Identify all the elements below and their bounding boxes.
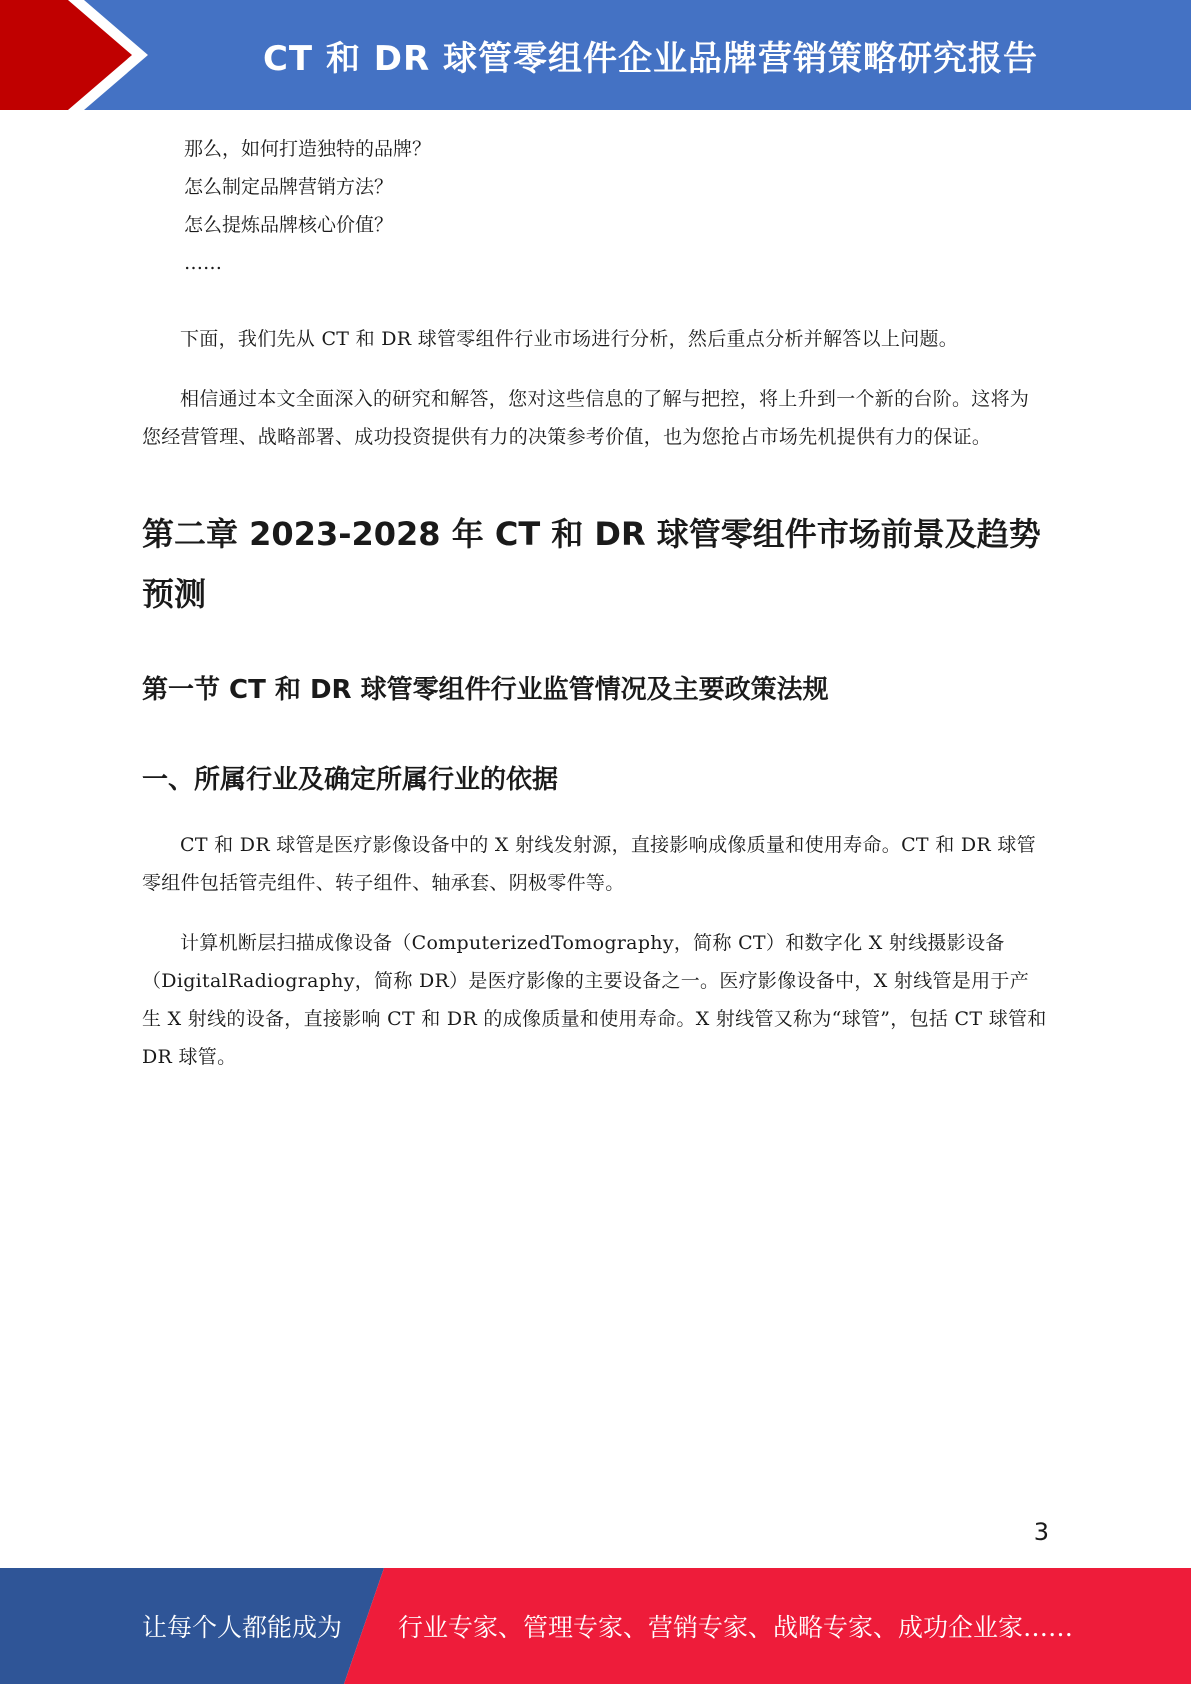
- page-body: [142, 130, 1047, 1076]
- question-line: 怎么制定品牌营销方法？: [184, 176, 394, 198]
- footer-slogan-right: 行业专家、管理专家、营销专家、战略专家、成功企业家……: [398, 1613, 1074, 1642]
- page-footer: [0, 1568, 1191, 1684]
- body-paragraph: CT 和 DR 球管是医疗影像设备中的 X 射线发射源，直接影响成像质量和使用寿命。CT 和 DR 球管零组件包括管壳组件、转子组件、轴承套、阴极零件等。: [142, 834, 1036, 894]
- intro-paragraph: 下面，我们先从 CT 和 DR 球管零组件行业市场进行分析，然后重点分析并解答以上问题。: [180, 328, 959, 350]
- chevron-arrow-icon: [0, 0, 160, 110]
- question-line: 那么，如何打造独特的品牌？: [184, 138, 432, 160]
- value-paragraph: 相信通过本文全面深入的研究和解答，您对这些信息的了解与把控，将上升到一个新的台阶。这将为您经营管理、战略部署、成功投资提供有力的决策参考价值，也为您抢占市场先机提供有力的保证。: [142, 388, 1030, 448]
- section-heading: 第一节 CT 和 DR 球管零组件行业监管情况及主要政策法规: [142, 675, 829, 705]
- page-number: 3: [1033, 1518, 1049, 1546]
- ellipsis-line: ……: [184, 252, 222, 274]
- report-title: CT 和 DR 球管零组件企业品牌营销策略研究报告: [262, 38, 1039, 79]
- question-line: 怎么提炼品牌核心价值？: [184, 214, 394, 236]
- footer-slogan-left: 让每个人都能成为: [142, 1613, 343, 1642]
- subsection-heading: 一、所属行业及确定所属行业的依据: [142, 765, 559, 795]
- page-header: [0, 0, 1191, 110]
- body-paragraph: 计算机断层扫描成像设备（ComputerizedTomography，简称 CT）和数字化 X 射线摄影设备（DigitalRadiography，简称 DR）是医疗影像的主要设备之一。医疗影像设备中，X 射线管是用于产生 X 射线的设备，直接影响 CT 和 DR 的成像质量和使用寿命。X 射线管又称为“球管”，包括 CT 球管和 DR 球管。: [142, 932, 1047, 1068]
- chapter-heading: 第二章 2023-2028 年 CT 和 DR 球管零组件市场前景及趋势预测: [142, 515, 1041, 613]
